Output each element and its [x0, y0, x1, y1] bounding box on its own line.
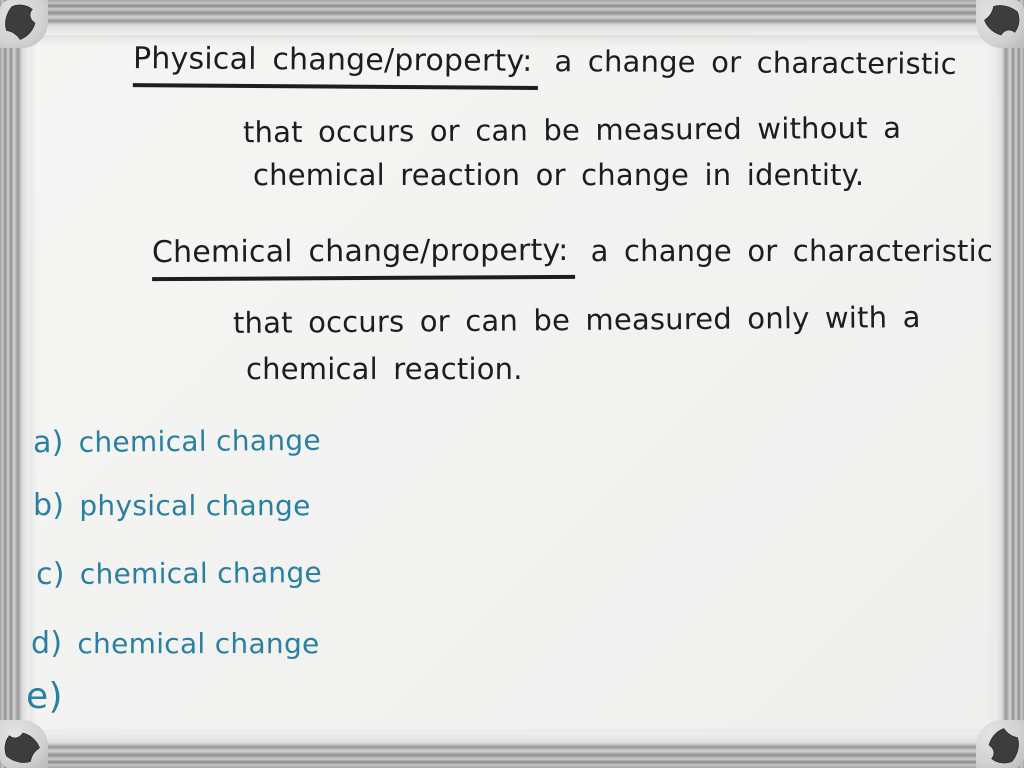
answer-text-d: chemical change [77, 627, 320, 660]
chemical-definition-line3: chemical reaction. [246, 352, 523, 386]
frame-rail-left [0, 0, 30, 768]
frame-rail-right [994, 0, 1024, 768]
answer-label-d: d) [31, 626, 63, 661]
answer-label-c: c) [35, 556, 65, 592]
answer-text-b: physical change [79, 489, 311, 522]
physical-definition-line3: chemical reaction or change in identity. [253, 158, 865, 192]
frame-rail-bottom [0, 732, 1024, 768]
frame-corner-top-left [0, 0, 48, 48]
answer-text-a: chemical change [78, 423, 322, 459]
physical-definition-start: a change or characteristic [554, 44, 958, 81]
corner-cap-icon [981, 3, 1021, 43]
frame-corner-bottom-right [976, 720, 1024, 768]
corner-cap-icon [3, 3, 43, 43]
chemical-definition-start: a change or characteristic [590, 234, 994, 268]
frame-rail-top [0, 0, 1024, 35]
frame-corner-bottom-left [0, 720, 48, 768]
corner-cap-icon [3, 725, 43, 765]
answer-text-c: chemical change [79, 556, 323, 591]
chemical-term: Chemical change/property: [152, 233, 575, 281]
chemical-definition-line2: that occurs or can be measured only with a [232, 300, 921, 340]
physical-term: Physical change/property: [133, 41, 539, 90]
answer-label-e: e) [26, 676, 63, 717]
answer-label-a: a) [32, 424, 64, 461]
answer-label-b: b) [33, 488, 65, 523]
physical-definition-line2: that occurs or can be measured without a [242, 110, 902, 150]
whiteboard-surface [28, 34, 996, 732]
corner-cap-icon [981, 725, 1021, 765]
frame-corner-top-right [976, 0, 1024, 48]
